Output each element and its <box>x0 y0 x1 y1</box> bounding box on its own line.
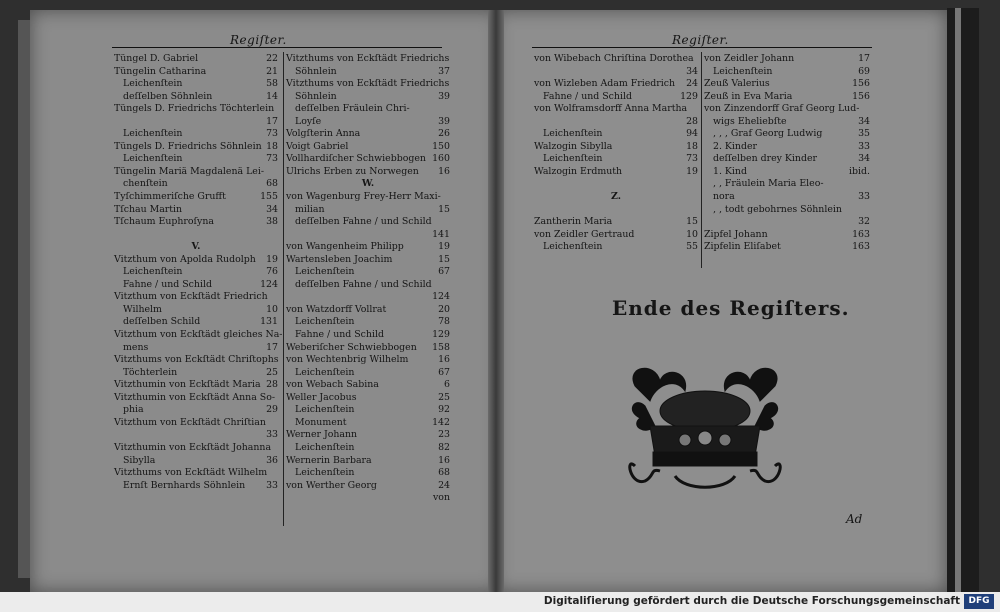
crown-wreath-vignette <box>615 356 795 496</box>
entry-page-number: 34 <box>686 65 698 77</box>
index-entry <box>114 342 278 355</box>
footer-funding-text: Digitaliſierung gefördert durch die Deutsche Forschungsgemeinschaft <box>543 595 960 607</box>
index-entry <box>534 241 698 254</box>
entry-page-number: 28 <box>266 379 278 391</box>
entry-page-number: 10 <box>266 303 278 315</box>
entry-name: Vitzthum von Apolda Rudolph <box>114 253 256 265</box>
entry-name: Vitzthums von Eckſtädt Wilhelm <box>114 467 268 479</box>
index-entry <box>114 53 278 66</box>
index-entry <box>286 379 450 392</box>
index-entry <box>704 229 870 242</box>
right-column-divider <box>701 52 702 268</box>
index-entry <box>114 316 278 329</box>
entry-name: wigs Eheliebſte <box>713 115 787 127</box>
entry-name: Walzogin Erdmuth <box>534 165 623 177</box>
entry-name: Zeuß in Eva Maria <box>704 90 793 102</box>
entry-name: mens <box>123 341 149 353</box>
index-entry <box>704 128 870 141</box>
entry-name: 2. Kinder <box>713 140 757 152</box>
index-entry <box>286 191 450 204</box>
entry-page-number: 6 <box>444 379 450 391</box>
index-entry <box>114 266 278 279</box>
entry-page-number: 18 <box>686 140 698 152</box>
index-entry <box>114 204 278 217</box>
index-entry <box>534 66 698 79</box>
index-entry <box>286 91 450 104</box>
entry-page-number: 33 <box>858 140 870 152</box>
index-entry <box>534 141 698 154</box>
entry-name: Söhnlein <box>295 65 337 77</box>
index-entry <box>534 128 698 141</box>
entry-name: Walzogin Sibylla <box>534 140 613 152</box>
entry-page-number: 20 <box>438 303 450 315</box>
entry-name: Vitzthumin von Eckſtädt Maria <box>114 379 261 391</box>
index-entry <box>114 467 278 480</box>
entry-page-number: 141 <box>432 228 450 240</box>
entry-name: Leichenſtein <box>543 128 603 140</box>
index-entry <box>286 480 450 493</box>
index-entry <box>286 66 450 79</box>
entry-name: Fahne / und Schild <box>295 329 384 341</box>
entry-page-number: 25 <box>438 391 450 403</box>
entry-name: Leichenſtein <box>295 467 355 479</box>
entry-name: Leichenſtein <box>295 441 355 453</box>
entry-page-number: 29 <box>266 404 278 416</box>
entry-page-number: 160 <box>432 153 450 165</box>
index-entry <box>286 455 450 468</box>
entry-name: milian <box>295 203 325 215</box>
entry-name: Vollhardiſcher Schwiebbogen <box>286 153 426 165</box>
entry-page-number: 76 <box>266 266 278 278</box>
entry-page-number: 10 <box>686 228 698 240</box>
right-page-header: Regiſter. <box>672 33 729 47</box>
index-entry <box>704 66 870 79</box>
index-entry <box>286 266 450 279</box>
entry-name: Vitzthums von Eckſtädt Friedrichs <box>286 78 450 90</box>
index-entry <box>286 342 450 355</box>
index-entry <box>286 241 450 254</box>
entry-page-number: 163 <box>852 228 870 240</box>
index-entry <box>114 417 278 430</box>
left-column-1 <box>114 53 283 492</box>
entry-page-number: 34 <box>858 115 870 127</box>
index-entry <box>114 429 278 442</box>
entry-name: Töchterlein <box>123 366 178 378</box>
entry-name: Werner Johann <box>286 429 358 441</box>
index-entry <box>114 404 278 417</box>
entry-page-number: 21 <box>266 65 278 77</box>
entry-name: Vitzthum von Eckſtädt Chriſtian <box>114 416 266 428</box>
index-entry <box>286 116 450 129</box>
index-entry <box>114 442 278 455</box>
entry-page-number: ibid. <box>849 165 870 177</box>
index-entry <box>114 178 278 191</box>
entry-name: Volgſterin Anna <box>286 128 361 140</box>
index-entry <box>286 367 450 380</box>
index-entry <box>286 442 450 455</box>
entry-page-number: 36 <box>266 454 278 466</box>
entry-page-number: 17 <box>266 341 278 353</box>
entry-page-number: 82 <box>438 441 450 453</box>
index-entry <box>704 78 870 91</box>
entry-name: Wartensleben Joachim <box>286 253 393 265</box>
index-entry <box>704 166 870 179</box>
entry-name: chenſtein <box>123 178 168 190</box>
entry-name: deſſelben Schild <box>123 316 201 328</box>
entry-name: Vitzthums von Eckſtädt Friedrichs <box>286 53 450 64</box>
index-entry <box>704 103 870 116</box>
entry-name: von Wechtenbrig Wilhelm <box>286 354 409 366</box>
entry-name: V. <box>191 241 201 253</box>
entry-page-number: 150 <box>432 140 450 152</box>
entry-page-number: 24 <box>686 78 698 90</box>
entry-name: Leichenſtein <box>295 266 355 278</box>
entry-name: Zipfelin Eliſabet <box>704 241 781 253</box>
entry-name: von Zeidler Johann <box>704 53 795 64</box>
entry-page-number: 19 <box>686 165 698 177</box>
index-entry <box>286 78 450 91</box>
entry-name: Ernſt Bernhards Söhnlein <box>123 479 246 491</box>
index-entry <box>704 204 870 217</box>
entry-name: Leichenſtein <box>543 153 603 165</box>
entry-name: Voigt Gabriel <box>286 140 349 152</box>
index-entry <box>114 379 278 392</box>
index-entry <box>286 254 450 267</box>
entry-page-number: 19 <box>438 241 450 253</box>
entry-page-number: 34 <box>266 203 278 215</box>
entry-page-number: 129 <box>680 90 698 102</box>
entry-name: Tüngelin Mariä Magdalenä Lei- <box>114 165 265 177</box>
index-entry <box>114 354 278 367</box>
index-entry <box>286 354 450 367</box>
entry-page-number: 35 <box>858 128 870 140</box>
entry-page-number: 158 <box>432 341 450 353</box>
entry-page-number: 16 <box>438 165 450 177</box>
entry-name: Vitzthumin von Eckſtädt Johanna <box>114 441 272 453</box>
index-entry <box>114 166 278 179</box>
entry-page-number: 32 <box>858 216 870 228</box>
entry-name: Söhnlein <box>295 90 337 102</box>
entry-name: 1. Kind <box>713 165 747 177</box>
entry-name: Tüngels D. Friedrichs Söhnlein <box>114 140 262 152</box>
index-entry <box>534 204 698 217</box>
index-entry <box>534 78 698 91</box>
entry-page-number: 73 <box>266 153 278 165</box>
index-entry <box>286 153 450 166</box>
entry-page-number: 16 <box>438 354 450 366</box>
index-entry <box>114 392 278 405</box>
entry-name: Fahne / und Schild <box>543 90 632 102</box>
entry-name: Sibylla <box>123 454 156 466</box>
index-entry <box>114 455 278 468</box>
entry-page-number: 68 <box>438 467 450 479</box>
entry-page-number: 131 <box>260 316 278 328</box>
index-entry <box>286 279 450 292</box>
entry-name: Tſchaum Euphroſyna <box>114 216 214 228</box>
entry-name: Leichenſtein <box>295 366 355 378</box>
entry-page-number: 68 <box>266 178 278 190</box>
index-entry <box>534 103 698 116</box>
index-entry <box>286 178 450 191</box>
index-entry <box>704 216 870 229</box>
index-entry <box>114 66 278 79</box>
entry-page-number: 37 <box>438 65 450 77</box>
entry-page-number: 33 <box>266 429 278 441</box>
index-entry <box>286 229 450 242</box>
entry-page-number: 18 <box>266 140 278 152</box>
entry-page-number: 67 <box>438 366 450 378</box>
entry-name: von Webach Sabina <box>286 379 379 391</box>
index-entry <box>704 241 870 254</box>
entry-page-number: 26 <box>438 128 450 140</box>
entry-page-number: 67 <box>438 266 450 278</box>
entry-page-number: 39 <box>438 90 450 102</box>
entry-name: von Zinzendorff Graf Georg Lud- <box>704 103 860 115</box>
entry-name: Wilhelm <box>123 303 162 315</box>
index-entry <box>114 153 278 166</box>
index-entry <box>534 153 698 166</box>
entry-page-number: 124 <box>432 291 450 303</box>
entry-name: Leichenſtein <box>123 153 183 165</box>
index-entry <box>114 191 278 204</box>
entry-name: Zantherin Maria <box>534 216 613 228</box>
entry-name: deſſelben Fahne / und Schild <box>295 216 432 228</box>
entry-page-number: 155 <box>260 191 278 203</box>
right-header-rule <box>532 47 872 48</box>
index-entry <box>534 178 698 191</box>
entry-page-number: 15 <box>686 216 698 228</box>
entry-page-number: 33 <box>266 479 278 491</box>
entry-name: ‚ ‚ todt gebohrnes Söhnlein <box>713 203 842 215</box>
index-entry <box>704 53 870 66</box>
entry-page-number: 156 <box>852 78 870 90</box>
entry-name: Fahne / und Schild <box>123 278 212 290</box>
index-entry <box>114 367 278 380</box>
entry-page-number: 33 <box>858 191 870 203</box>
entry-name: Tſchau Martin <box>114 203 183 215</box>
left-header-rule <box>112 47 442 48</box>
index-entry <box>534 191 698 204</box>
entry-page-number: 55 <box>686 241 698 253</box>
index-entry <box>114 229 278 242</box>
entry-name: Vitzthums von Eckſtädt Chriſtophs <box>114 354 279 366</box>
entry-page-number: 16 <box>438 454 450 466</box>
index-entry <box>704 153 870 166</box>
index-entry <box>114 91 278 104</box>
index-entry <box>114 78 278 91</box>
index-entry <box>114 304 278 317</box>
entry-name: deſſelben Söhnlein <box>123 90 213 102</box>
index-entry <box>286 103 450 116</box>
index-entry <box>114 329 283 342</box>
entry-page-number: 38 <box>266 216 278 228</box>
entry-name: Leichenſtein <box>123 128 183 140</box>
index-entry <box>534 229 698 242</box>
entry-name: von Zeidler Gertraud <box>534 228 635 240</box>
index-entry <box>534 116 698 129</box>
entry-page-number: 19 <box>266 253 278 265</box>
index-entry <box>286 304 450 317</box>
entry-name: ‚ ‚ ‚ Graf Georg Ludwig <box>713 128 823 140</box>
entry-page-number: 39 <box>438 115 450 127</box>
entry-name: Vitzthum von Eckſtädt gleiches Na- <box>114 329 283 341</box>
footer-bar <box>0 592 1000 612</box>
index-entry <box>534 166 698 179</box>
entry-name: Loyſe <box>295 115 322 127</box>
dfg-logo: DFG <box>964 594 994 609</box>
entry-page-number: 156 <box>852 90 870 102</box>
entry-page-number: von <box>433 492 450 504</box>
entry-page-number: 14 <box>266 90 278 102</box>
index-entry <box>286 329 450 342</box>
entry-page-number: 94 <box>686 128 698 140</box>
entry-page-number: 69 <box>858 65 870 77</box>
entry-name: nora <box>713 191 735 203</box>
index-entry <box>704 91 870 104</box>
index-entry <box>114 291 278 304</box>
index-entry <box>114 480 278 493</box>
entry-name: Zeuß Valerius <box>704 78 770 90</box>
right-column-2 <box>704 53 870 254</box>
left-column-2 <box>286 53 450 505</box>
entry-page-number: 15 <box>438 203 450 215</box>
entry-name: ‚ ‚ Fräulein Maria Eleo- <box>713 178 824 190</box>
entry-name: Zipfel Johann <box>704 228 768 240</box>
index-entry <box>704 141 870 154</box>
index-entry <box>534 91 698 104</box>
entry-name: von Wagenburg Frey-Herr Maxi- <box>286 191 441 203</box>
entry-name: Leichenſtein <box>543 241 603 253</box>
entry-page-number: 73 <box>686 153 698 165</box>
entry-page-number: 22 <box>266 53 278 64</box>
entry-name: von Wolframsdorff Anna Martha <box>534 103 688 115</box>
entry-name: Leichenſtein <box>123 78 183 90</box>
entry-page-number: 17 <box>266 115 278 127</box>
entry-page-number: 15 <box>438 253 450 265</box>
entry-page-number: 24 <box>438 479 450 491</box>
end-of-register-title: Ende des Regiſters. <box>612 296 850 320</box>
entry-page-number: 92 <box>438 404 450 416</box>
entry-page-number: 28 <box>686 115 698 127</box>
book-gutter <box>488 10 504 592</box>
entry-page-number: 73 <box>266 128 278 140</box>
index-entry <box>286 404 450 417</box>
index-entry <box>286 166 450 179</box>
index-entry <box>114 103 278 116</box>
index-entry <box>286 392 450 405</box>
index-entry <box>286 467 450 480</box>
index-entry <box>534 216 698 229</box>
entry-name: Leichenſtein <box>123 266 183 278</box>
entry-page-number: 23 <box>438 429 450 441</box>
entry-name: von Wizleben Adam Friedrich <box>534 78 676 90</box>
index-entry <box>286 291 450 304</box>
entry-name: W. <box>361 178 375 190</box>
index-entry <box>114 128 278 141</box>
entry-page-number: 25 <box>266 366 278 378</box>
entry-name: Leichenſtein <box>713 65 773 77</box>
entry-page-number: 142 <box>432 416 450 428</box>
entry-name: deſſelben Fahne / und Schild <box>295 278 432 290</box>
entry-name: von Werther Georg <box>286 479 377 491</box>
entry-name: Tüngels D. Friedrichs Töchterlein <box>114 103 275 115</box>
entry-page-number: 163 <box>852 241 870 253</box>
entry-name: Weberiſcher Schwiebbogen <box>286 341 417 353</box>
entry-name: Leichenſtein <box>295 404 355 416</box>
entry-page-number: 124 <box>260 278 278 290</box>
index-entry <box>286 204 450 217</box>
entry-name: von Wangenheim Philipp <box>286 241 404 253</box>
book-edge-right <box>947 8 979 592</box>
entry-page-number: 58 <box>266 78 278 90</box>
entry-name: deſſelben Fräulein Chri- <box>295 103 410 115</box>
index-entry <box>286 316 450 329</box>
index-entry <box>114 241 278 254</box>
entry-name: Vitzthum von Eckſtädt Friedrich <box>114 291 268 303</box>
entry-name: von Watzdorff Vollrat <box>286 303 387 315</box>
left-page-header: Regiſter. <box>230 33 287 47</box>
index-entry <box>704 116 870 129</box>
entry-page-number: 34 <box>858 153 870 165</box>
entry-name: Ulrichs Erben zu Norwegen <box>286 165 419 177</box>
index-entry <box>286 53 450 66</box>
entry-name: Vitzthumin von Eckſtädt Anna So- <box>114 391 276 403</box>
index-entry <box>704 178 870 191</box>
entry-page-number: 17 <box>858 53 870 64</box>
index-entry <box>286 141 450 154</box>
entry-name: Tüngel D. Gabriel <box>114 53 199 64</box>
index-entry <box>286 429 450 442</box>
index-entry <box>286 492 450 505</box>
index-entry <box>114 116 278 129</box>
index-entry <box>534 53 698 66</box>
index-entry <box>114 216 278 229</box>
index-entry <box>114 254 278 267</box>
entry-page-number: 129 <box>432 329 450 341</box>
entry-name: Tyſchimmeriſche Grufft <box>114 191 226 203</box>
index-entry <box>286 216 450 229</box>
right-column-1 <box>534 53 698 254</box>
index-entry <box>286 128 450 141</box>
index-entry <box>114 279 278 292</box>
entry-name: Monument <box>295 416 347 428</box>
index-entry <box>286 417 450 430</box>
entry-name: Tüngelin Catharina <box>114 65 207 77</box>
entry-name: Leichenſtein <box>295 316 355 328</box>
catchword: Ad <box>846 512 863 526</box>
entry-name: von Wibebach Chriſtina Dorothea <box>534 53 694 64</box>
index-entry <box>704 191 870 204</box>
entry-page-number: 78 <box>438 316 450 328</box>
book-edge-left <box>18 20 30 578</box>
left-column-divider <box>283 52 284 526</box>
index-entry <box>114 141 278 154</box>
entry-name: phia <box>123 404 144 416</box>
entry-name: Weller Jacobus <box>286 391 357 403</box>
entry-name: Z. <box>611 191 621 203</box>
entry-name: deſſelben drey Kinder <box>713 153 817 165</box>
entry-name: Wernerin Barbara <box>286 454 372 466</box>
